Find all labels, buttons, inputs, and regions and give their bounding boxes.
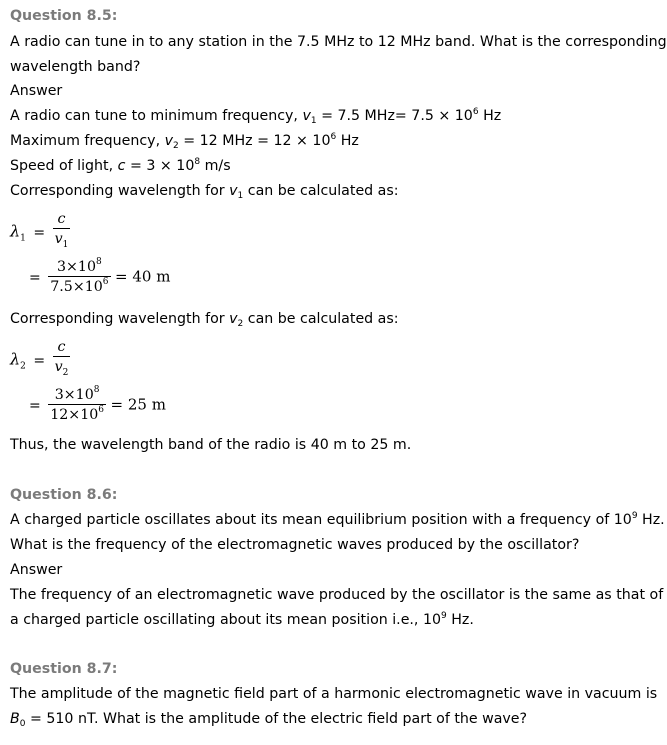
lambda2-denominator [53,356,71,383]
calc2-var: v [229,311,238,327]
lambda1-equals: = [33,224,46,241]
speed-exp: 8 [194,157,201,167]
lambda2-result: = 25 m [110,395,166,414]
calc2-end: can be calculated as: [243,311,399,327]
lambda1-eval-equals: = [29,269,41,286]
min-frequency-exp: 6 [472,107,479,117]
lambda1-den-sub: 1 [62,240,69,250]
question-8-6-text-line2: What is the frequency of the electromagnetic waves produced by the oscillator? [10,537,580,553]
question-8-5-text-line2: wavelength band? [10,59,141,75]
calc1-var: v [229,183,238,199]
speed-unit: m/s [200,158,231,174]
lambda2-den-var: v [54,359,63,375]
max-frequency-exp: 6 [330,132,337,142]
lambda1-eval-den-exp: 6 [102,277,109,287]
answer-8-6-line2-text: a charged particle oscillating about its mean position i.e., 10 [10,612,442,628]
equation-lambda2-evaluation [26,386,166,425]
lambda2-eval-den-exp: 6 [98,405,104,415]
lambda2-den-sub: 2 [62,368,69,378]
lambda2-eval-fraction [48,386,106,425]
lambda2-numerator: c [57,339,66,355]
answer-label-8-6: Answer [10,562,63,578]
min-frequency-line [10,107,501,125]
lambda1-numerator: c [57,211,66,227]
calc2-line [10,310,399,328]
lambda1-eval-num-base: 3×10 [57,259,96,275]
conclusion-line: Thus, the wavelength band of the radio is 40 m to 25 m. [10,437,412,453]
calc1-text: Corresponding wavelength for [10,183,230,199]
answer-8-6-line2-end: Hz. [446,612,474,628]
speed-of-light-line [10,157,231,175]
lambda1-fraction [53,210,71,255]
min-frequency-value: = 7.5 MHz= 7.5 × 10 [316,108,473,124]
calc1-end: can be calculated as: [243,183,399,199]
lambda1-eval-fraction [48,258,110,297]
lambda2-symbol: λ [10,349,21,369]
lambda2-eval-denominator [48,404,106,425]
q86-line1-exp: 9 [631,511,638,521]
lambda2-eval-numerator [48,386,106,404]
calc2-text: Corresponding wavelength for [10,311,230,327]
min-frequency-var: v [302,108,311,124]
question-8-7-text-line1: The amplitude of the magnetic field part of a harmonic electromagnetic wave in vacuum is [10,686,658,702]
calc1-line [10,182,399,200]
max-frequency-line [10,132,359,150]
lambda2-eval-den-base: 12×10 [50,407,99,423]
q87-var: B [10,711,20,727]
equation-lambda1-evaluation [26,258,170,297]
lambda1-eval-numerator [48,258,110,276]
lambda1-result: = 40 m [115,267,171,286]
max-frequency-text: Maximum frequency, [10,133,165,149]
answer-8-6-line1: The frequency of an electromagnetic wave produced by the oscillator is the same as that of [10,587,664,603]
speed-text: Speed of light, [10,158,118,174]
lambda1-sub: 1 [20,233,26,244]
lambda2-fraction [53,338,71,383]
question-8-6-heading: Question 8.6: [10,487,118,503]
q86-line1-end: Hz. [637,512,665,528]
min-frequency-sub: 1 [310,116,317,126]
lambda2-sub: 2 [20,361,26,372]
question-8-7-heading: Question 8.7: [10,661,118,677]
q87-sub: 0 [19,719,26,729]
lambda1-eval-denominator [48,276,110,297]
speed-var: c [117,158,126,174]
equation-lambda1-definition [10,210,70,255]
lambda2-eval-num-base: 3×10 [54,387,94,403]
question-8-5-heading: Question 8.5: [10,8,118,24]
lambda1-eval-den-base: 7.5×10 [50,279,103,295]
lambda2-eval-num-exp: 8 [93,385,100,395]
min-frequency-text: A radio can tune to minimum frequency, [10,108,303,124]
answer-8-6-line2-exp: 9 [441,611,447,621]
min-frequency-unit: Hz [478,108,502,124]
max-frequency-sub: 2 [173,141,179,151]
lambda2-equals: = [33,352,46,369]
q86-line1-text: A charged particle oscillates about its mean equilibrium position with a frequency of 10 [10,512,632,528]
lambda2-eval-equals: = [29,397,41,414]
max-frequency-unit: Hz [336,133,359,149]
lambda1-denominator [53,228,71,255]
q87-line2-text: = 510 nT. What is the amplitude of the electric field part of the wave? [25,711,528,727]
lambda1-eval-num-exp: 8 [95,257,102,267]
speed-value: = 3 × 10 [125,158,195,174]
question-8-6-text-line1 [10,511,665,529]
answer-label: Answer [10,83,63,99]
lambda1-symbol: λ [10,221,21,241]
calc2-sub: 2 [237,319,244,329]
max-frequency-var: v [164,133,173,149]
calc1-sub: 1 [237,191,244,201]
answer-8-6-line2 [10,611,474,629]
lambda1-den-var: v [54,231,63,247]
question-8-7-text-line2 [10,710,527,728]
question-8-5-text-line1: A radio can tune in to any station in the 7.5 MHz to 12 MHz band. What is the corresponding [10,34,667,50]
equation-lambda2-definition [10,338,70,383]
max-frequency-value: = 12 MHz = 12 × 10 [178,133,331,149]
